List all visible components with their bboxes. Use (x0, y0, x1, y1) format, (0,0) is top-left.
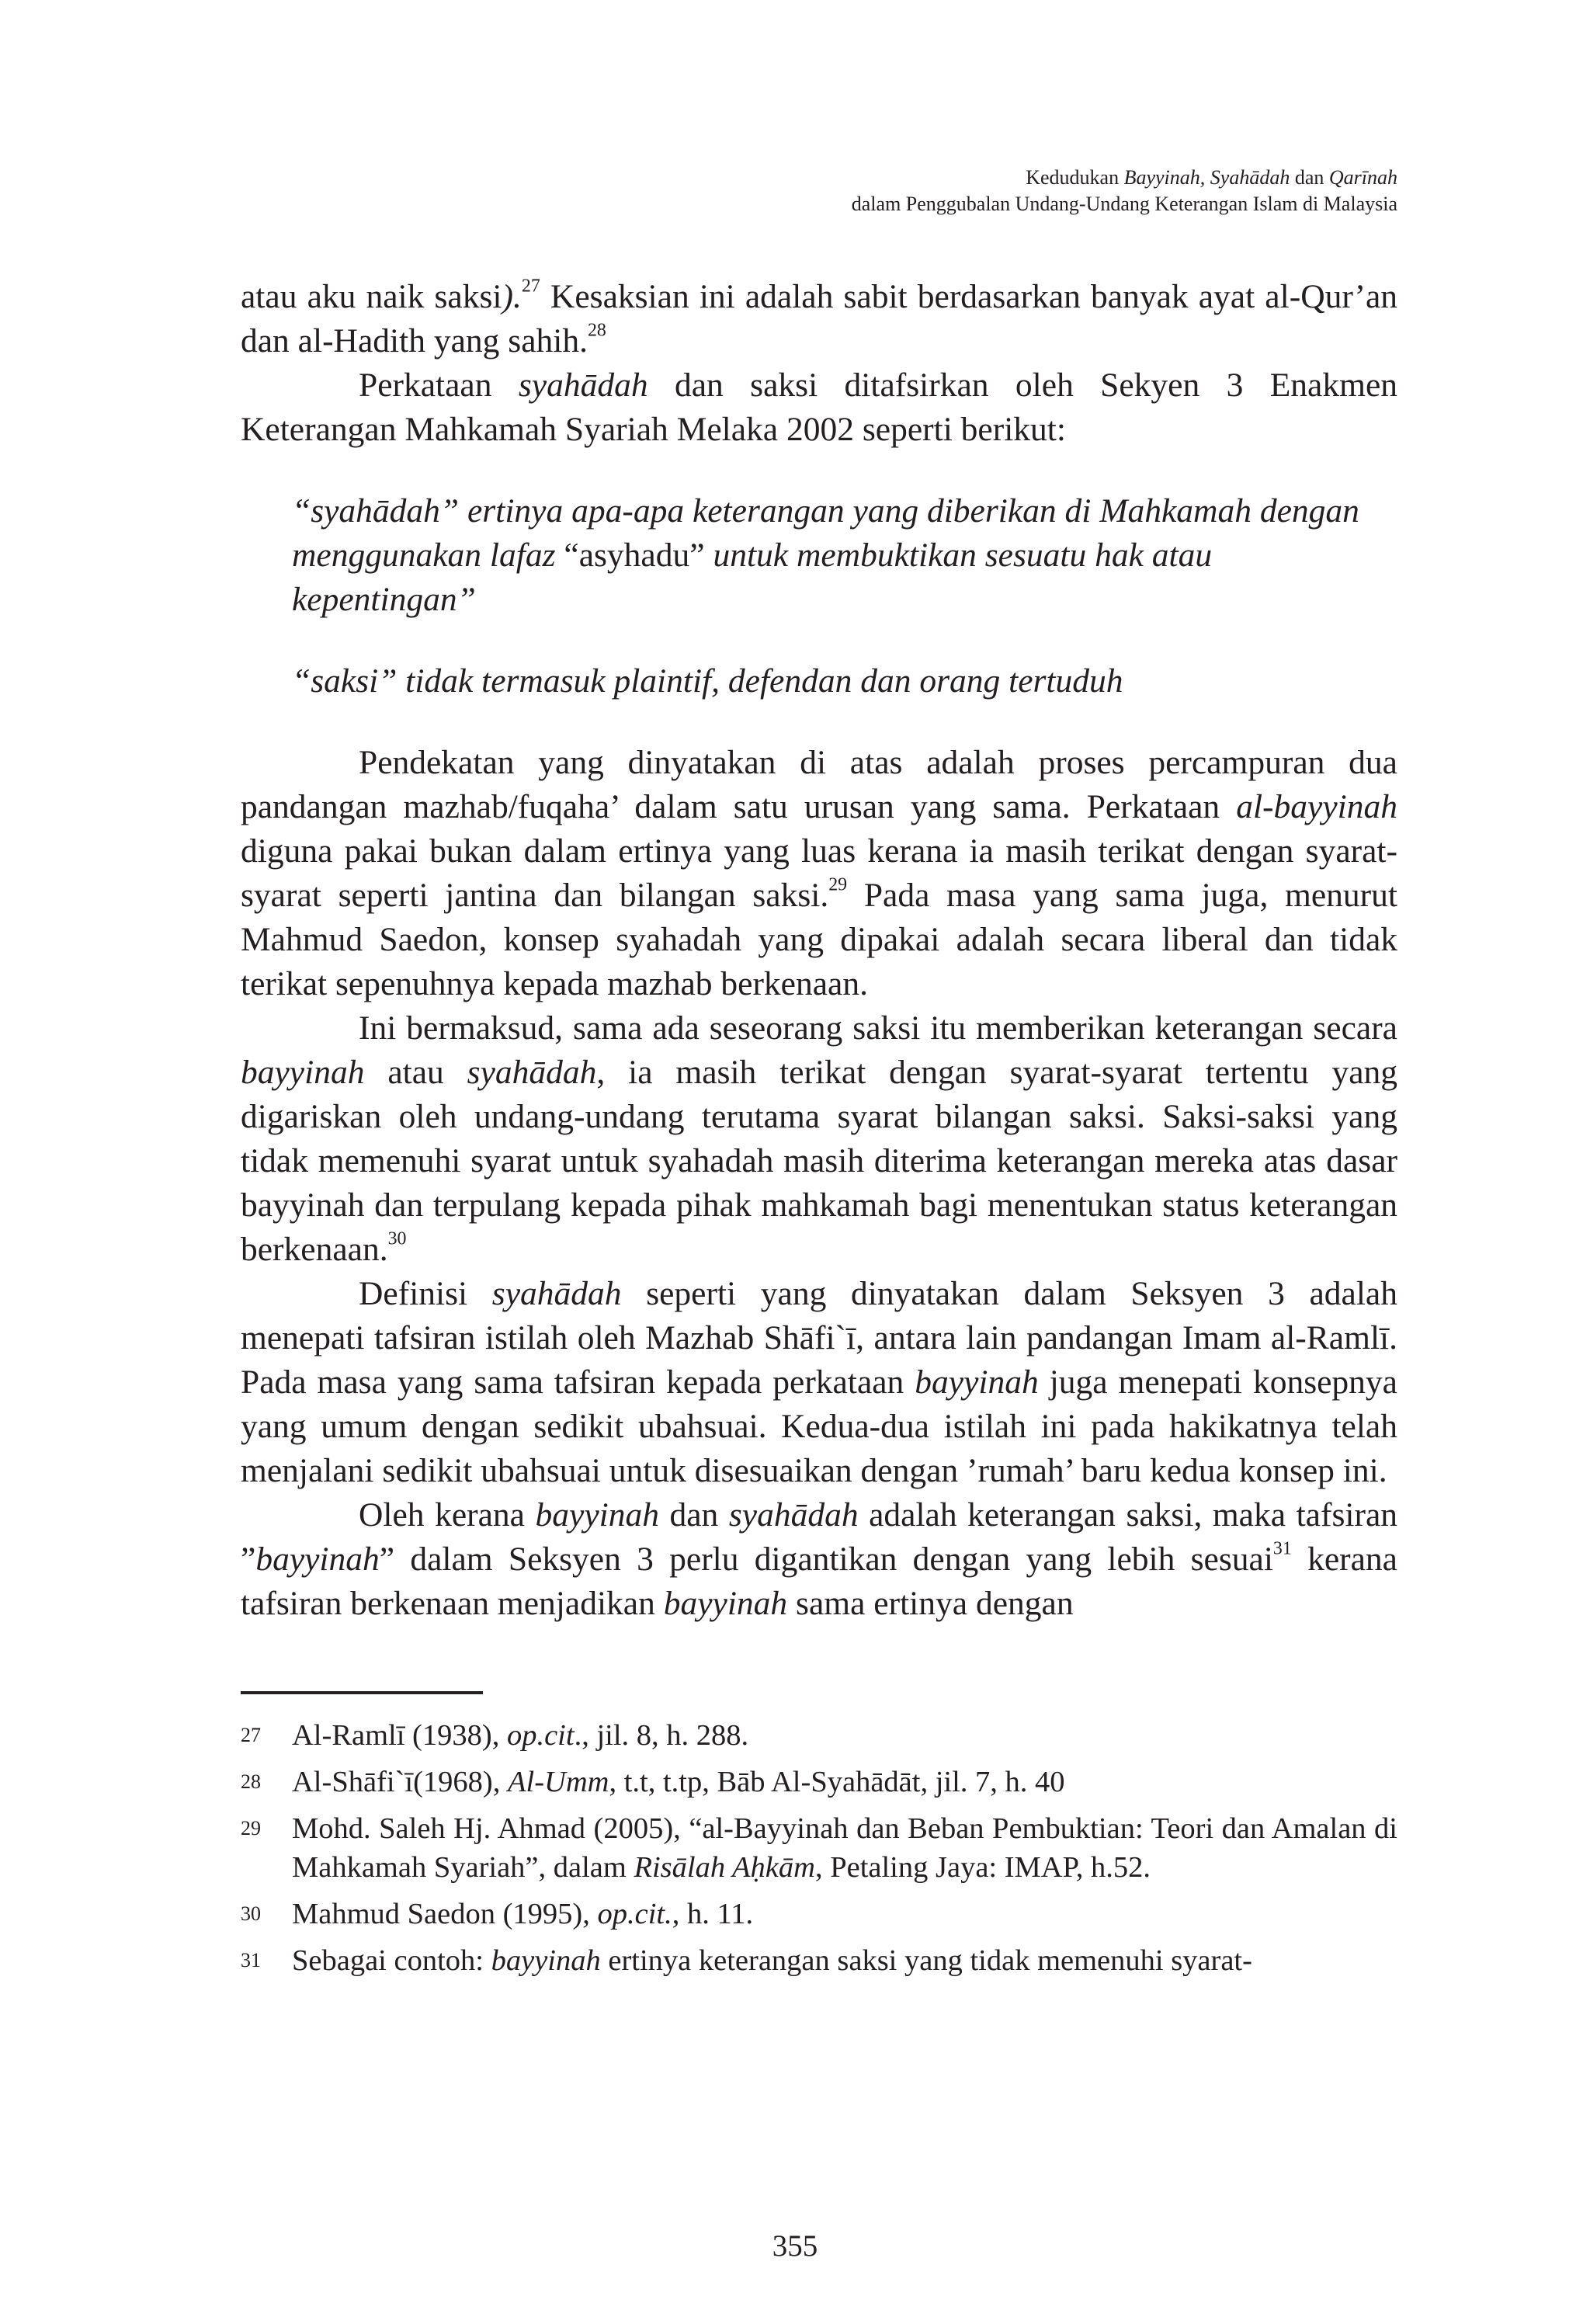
footnote-29: 29 Mohd. Saleh Hj. Ahmad (2005), “al-Bayyinah dan Beban Pembuktian: Teori dan Amalan di Mahkamah Syariah”, dalam Risālah Aḥkām, Petaling Jaya: IMAP, h.52. (241, 1812, 1397, 1884)
footnote-ref-27[interactable]: 27 (521, 276, 540, 297)
paragraph-4: Ini bermaksud, sama ada seseorang saksi itu memberikan keterangan secara bayyinah atau syahādah, ia masih terikat dengan syarat-syarat tertentu yang digariskan oleh undang-undang terutama syarat bilangan saksi. Saksi-saksi yang tidak memenuhi syarat untuk syahadah masih diterima keterangan mereka atas dasar bayyinah dan terpulang kepada pihak mahkamah bagi menentukan status keterangan berkenaan.$^{30}$ (241, 1009, 1397, 1268)
footnotes (241, 1716, 1397, 1988)
footnote-30: 30 Mahmud Saedon (1995), op.cit., h. 11. (241, 1898, 754, 1930)
paragraph-1: atau aku naik saksi).$^{27}$ Kesaksian ini adalah sabit berdasarkan banyak ayat al-Qur’an dan al-Hadith yang sahih.$^{28}$ (241, 276, 1397, 360)
block-quote-saksi: “saksi” tidak termasuk plaintif, defendan dan orang tertuduh (292, 662, 1123, 700)
paragraph-3: Pendekatan yang dinyatakan di atas adalah proses percampuran dua pandangan mazhab/fuqaha’ dalam satu urusan yang sama. Perkataan al-bayyinah diguna pakai bukan dalam ertinya yang luas kerana ia masih terikat dengan syarat-syarat seperti jantina dan bilangan saksi.$^{29}$ Pada masa yang sama juga, menurut Mahmud Saedon, konsep syahadah yang dipakai adalah secara liberal dan tidak terikat sepenuhnya kepada mazhab berkenaan. (241, 744, 1398, 1002)
paragraph-2: Perkataan syahādah dan saksi ditafsirkan oleh Sekyen 3 Enakmen Keterangan Mahkamah Syariah Melaka 2002 seperti berikut: (241, 366, 1397, 448)
footnote-ref-29[interactable]: 29 (828, 874, 848, 895)
footnote-31: 31 Sebagai contoh: bayyinah ertinya keterangan saksi yang tidak memenuhi syarat- (241, 1944, 1252, 1977)
paragraph-6: Oleh kerana bayyinah dan syahādah adalah keterangan saksi, maka tafsiran ”bayyinah” dalam Seksyen 3 perlu digantikan dengan yang lebih sesuai$^{31}$ kerana tafsiran berkenaan menjadikan bayyinah sama ertinya dengan (241, 1496, 1398, 1622)
running-head-line-2: dalam Penggubalan Undang-Undang Keterangan Islam di Malaysia (851, 193, 1397, 215)
footnote-ref-30[interactable]: 30 (387, 1228, 407, 1249)
paragraph-5: Definisi syahādah seperti yang dinyatakan dalam Seksyen 3 adalah menepati tafsiran istilah oleh Mazhab Shāfi`ī, antara lain pandangan Imam al-Ramlī. Pada masa yang sama tafsiran kepada perkataan bayyinah juga menepati konsepnya yang umum dengan sedikit ubahsuai. Kedua-dua istilah ini pada hakikatnya telah menjalani sedikit ubahsuai untuk disesuaikan dengan ’rumah’ baru kedua konsep ini. (241, 1275, 1397, 1489)
body-text (241, 275, 1397, 1626)
footnote-divider (241, 1691, 483, 1694)
footnote-ref-28[interactable]: 28 (587, 320, 606, 341)
footnote-ref-31[interactable]: 31 (1272, 1538, 1292, 1559)
running-head-line-1: Kedudukan Bayyinah, Syahādah dan Qarīnah (1026, 166, 1397, 189)
footnote-28: 28 Al-Shāfi`ī(1968), Al-Umm, t.t, t.tp, Bāb Al-Syahādāt, jil. 7, h. 40 (241, 1766, 1065, 1798)
footnote-27: 27 Al-Ramlī (1938), op.cit., jil. 8, h. 288. (241, 1719, 749, 1752)
block-quote-syahadah: “syahādah” ertinya apa-apa keterangan yang diberikan di Mahkamah dengan menggunakan lafaz “asyhadu” untuk membuktikan sesuatu hak atau kepentingan” (292, 492, 1359, 618)
running-head (852, 165, 1397, 217)
page-number: 355 (772, 2229, 818, 2263)
